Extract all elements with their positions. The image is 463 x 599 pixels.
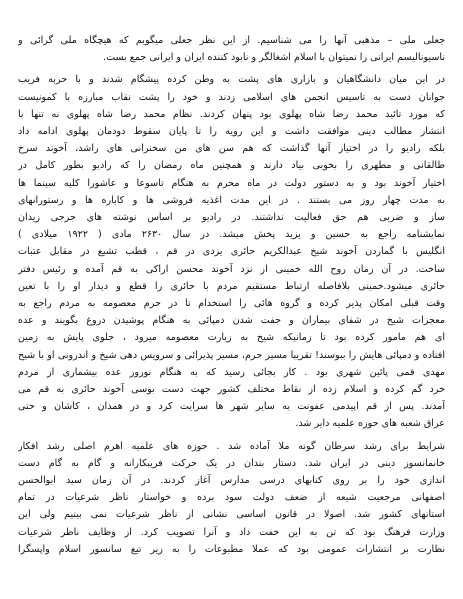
text-line: انگلیس با گماردن آخوند شیخ عبدالکریم حائری یزدی در قم ، قطب تشیع در مقابل عتبات bbox=[18, 246, 445, 258]
text-line: بلکه رادیو را در اختیار آنها گذاشت که هم سن های من سخنرانی های راشد، آخوند سرخ bbox=[18, 143, 445, 155]
text-line: جعلی ملی – مذهبی آنها را می شناسیم. از این نظر جعلی میگویم که هیچگاه ملی گرائی و bbox=[18, 35, 445, 46]
text-line: به مدت چهار روز می بستند . در این مدت اغذیه فروشی ها و کاباره ها و رستورانهای bbox=[18, 194, 445, 206]
text-line: جوانان دست به تاسیس انجمن های اسلامی زدند و خود را پشت نقاب مبارزه با کمونیست bbox=[18, 91, 445, 103]
text-line: اندازی خود را بر روی کتابهای درسی مدارس آغاز کردند. در آن زمان سید ابوالحسن bbox=[18, 475, 445, 487]
text-line: انتشار مطالب دینی موافقت داشت و این رویه را تا پایان سقوط دودمان پهلوی ادامه داد bbox=[18, 126, 445, 138]
text-line: طالقانی و مطهری را بخوبی بیاد دارند و همچنین ماه رمضان را که رادیو بطور کامل در bbox=[18, 160, 445, 172]
text-line: خرد گم کرده و اسلام زده از نقاط مختلف کشور جهت دست بوسی آخوند حائری به قم می bbox=[18, 384, 445, 396]
text-line: که مورد تائید محمد رضا شاه پهلوی بود پنهان کردند. نظام محمد رضا شاه پهلوی نه تنها با bbox=[18, 108, 445, 120]
text-line: عراق شعبه های حوزه علمیه دایر شد. bbox=[295, 418, 445, 430]
text-line: شرایط برای رشد سرطان گونه ملا آماده شد . حوزه های علمیه اهرم اصلی رشد افکار bbox=[18, 440, 445, 452]
text-line: نمایشنامه راجع به حسین و یزید پخش میشد. در سال ۲۶۳۰ مادی ( ۱۹۲۲ میلادی ) bbox=[18, 229, 445, 241]
text-line: ساز و ضربی هم حق فعالیت نداشتند. در رادیو بر اساس نوشته های جرجی زیدان bbox=[18, 212, 445, 224]
text-line: مهدی قمی پائین شهری بود . کار بجائی رسید که به هنگام نوروز عده بیشماری از مردم bbox=[18, 366, 445, 378]
text-line: وقت قبلی امکان پذیر کرده و گروه هائی را استخدام تا در حرم معصومه به مردم راجع به bbox=[18, 298, 445, 310]
text-line: خانمانسوز دینی در ایران شد. دستار بندان در یک حرکت فریبکارانه و گام به گام دست bbox=[18, 457, 445, 469]
text-line: ای هم مامور کرده بود تا زمانیکه شیخ به زیارت معصومه میرود ، جلوی پایش به زمین bbox=[18, 332, 445, 344]
text-line: ناسیونالیسم ایرانی را نمیتوان با اسلام اشغالگر و نابود کننده ایران و ایرانی جمع بست. bbox=[103, 52, 445, 64]
text-line: استانهای کشور شد. اصولا در قانون اساسی نشانی از ناظر شرعیات نمی بینیم ولی این bbox=[18, 509, 445, 521]
text-line: نظارت بر انتشارات عمومی بود که عملا مطبوعات را به زیر تیغ سانسور اسلام واپسگرا bbox=[18, 543, 445, 555]
paragraph-3 bbox=[18, 438, 445, 558]
paragraph-2 bbox=[18, 71, 445, 432]
text-line: اختیار آخوند بود و به دستور دولت در ماه محرم به هنگام تاسوعا و عاشورا کلیه سینما ها bbox=[18, 177, 445, 189]
text-line: در این میان دانشگاهیان و بازاری های پشت به وطن کرده پیشگام شدند و با حربه فریب bbox=[18, 74, 445, 86]
text-line: افتاده و دمپائی هایش را ببوسند! تقریبا مسیر حرم، مسیر پذیرائی و سرویس دهی شیخ و اندرونی او با شیخ bbox=[18, 349, 445, 361]
text-line: معجزات شیخ در شفای بیماران و جفت شدن دمپائی به هنگام پوشیدن دروغ بگویند و عده bbox=[18, 315, 445, 327]
text-line: ساخت. در آن زمان روح الله خمینی از نزد آخوند محسن اراکی به قم آمده و رئیس دفتر bbox=[18, 263, 445, 275]
text-line: اصفهانی مرجعیت شیعه از ضعف دولت سود برده و خواستار ناظر شرعیات در تمام bbox=[18, 492, 445, 504]
text-line: آمدند. پس از قم اپیدمی عفونت به سایر شهر ها سرایت کرد و در همدان ، کاشان و حتی bbox=[18, 401, 445, 413]
text-line: وزارت فرهنگ بود که تن به این خفت داد و آنرا تصویب کرد. از وظایف ناظر شرعیات bbox=[18, 526, 445, 538]
paragraph-1 bbox=[18, 32, 445, 66]
text-line: حائری میشود.خمینی بلافاصله ارتباط مستقیم مردم با حائری را قطع و دیدار او را با تعین bbox=[18, 280, 445, 292]
